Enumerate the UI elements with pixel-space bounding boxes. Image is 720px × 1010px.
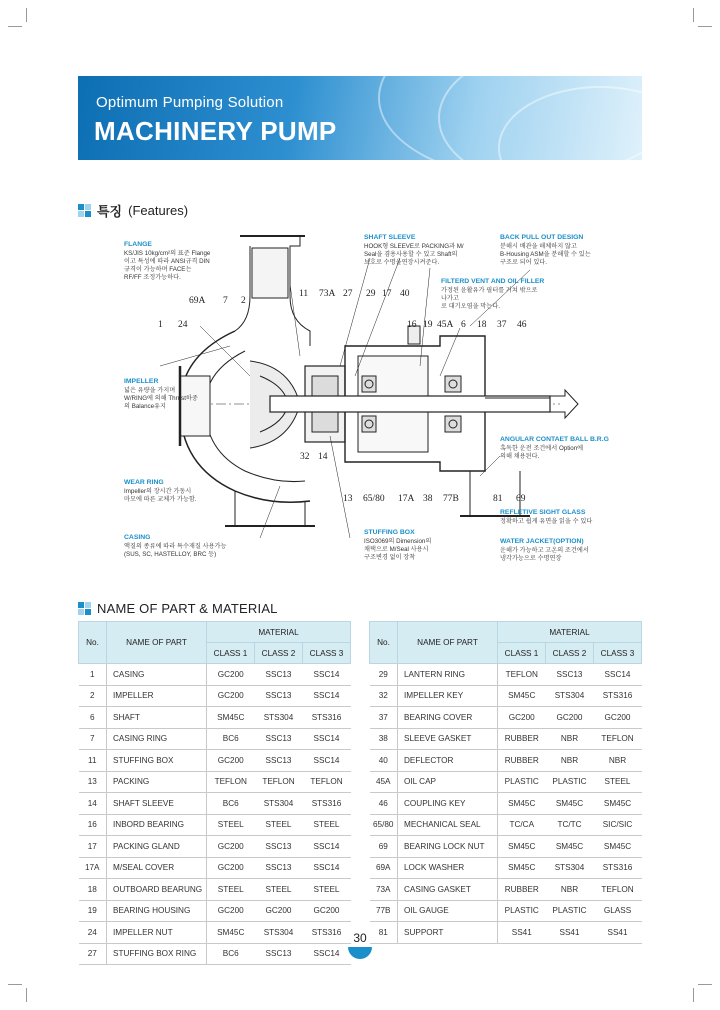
crop-mark (698, 984, 712, 985)
part-name: SHAFT (107, 707, 207, 729)
callout-body: 운해가 가능하고 고온의 조건에서 냉각가능으로 수명연장 (500, 547, 589, 562)
material-class-3: SSC14 (303, 943, 351, 965)
part-name: OUTBOARD BEARUNG (107, 879, 207, 901)
part-name: CASING RING (107, 728, 207, 750)
header-name: NAME OF PART (107, 622, 207, 664)
section-bullet-icon (78, 602, 91, 615)
part-number: 11 (79, 750, 107, 772)
callout-body: 가정된 윤활유가 필터를 거쳐 밖으로 나가고 로 대기오염을 막는다. (441, 287, 538, 310)
header-class-2: CLASS 2 (255, 643, 303, 664)
material-class-2: SSC13 (255, 664, 303, 686)
material-class-2: SS41 (546, 922, 594, 944)
table-row (370, 707, 642, 729)
material-class-1: PLASTIC (498, 771, 546, 793)
callout-water-jacket (500, 538, 618, 563)
header-class-1: CLASS 1 (498, 643, 546, 664)
part-number: 77B (370, 900, 398, 922)
callout-title: STUFFING BOX (364, 529, 415, 536)
material-class-2: STEEL (255, 814, 303, 836)
parts-left-body (79, 664, 351, 965)
material-class-3: SSC14 (303, 857, 351, 879)
material-class-3: STEEL (303, 814, 351, 836)
part-label: 81 (493, 494, 503, 504)
part-label: 11 (299, 289, 309, 299)
material-class-1: GC200 (498, 707, 546, 729)
crop-mark (8, 26, 22, 27)
part-name: CASING GASKET (398, 879, 498, 901)
material-class-2: STEEL (255, 879, 303, 901)
part-label: 16 (407, 320, 417, 330)
material-class-2: SM45C (546, 836, 594, 858)
table-row (79, 793, 351, 815)
table-row (79, 836, 351, 858)
part-number: 81 (370, 922, 398, 944)
part-label: 7 (223, 296, 228, 306)
callout-title: WEAR RING (124, 479, 164, 486)
part-number: 69 (370, 836, 398, 858)
material-class-1: SM45C (498, 793, 546, 815)
part-name: COUPLING KEY (398, 793, 498, 815)
part-name: IMPELLER KEY (398, 685, 498, 707)
material-class-1: SM45C (498, 685, 546, 707)
material-class-3: STS316 (594, 857, 642, 879)
callout-back-pull-out (500, 234, 606, 267)
part-name: IMPELLER NUT (107, 922, 207, 944)
material-class-2: STS304 (255, 707, 303, 729)
callout-casing (124, 534, 264, 559)
material-class-1: SM45C (498, 836, 546, 858)
header-name: NAME OF PART (398, 622, 498, 664)
part-label: 27 (343, 289, 353, 299)
table-row (370, 814, 642, 836)
callout-title: ANGULAR CONTAET BALL B.R.G (500, 436, 609, 443)
material-class-3: SM45C (594, 793, 642, 815)
material-class-1: GC200 (207, 664, 255, 686)
callout-body: ISO3069의 Dimension의 채택으로 M/Seal 사용시 구조변경 없이 장착 (364, 538, 432, 561)
material-class-1: GC200 (207, 685, 255, 707)
material-class-3: NBR (594, 750, 642, 772)
banner-title: MACHINERY PUMP (94, 116, 337, 146)
callout-body: 넓은 유량을 가지며 W/RING에 의해 Thrust하중 의 Balance유지 (124, 387, 198, 410)
part-number: 13 (79, 771, 107, 793)
material-class-2: NBR (546, 879, 594, 901)
material-class-3: STS316 (303, 793, 351, 815)
material-class-3: SM45C (594, 836, 642, 858)
part-label: 73A (319, 289, 336, 299)
material-class-2: NBR (546, 728, 594, 750)
part-number: 7 (79, 728, 107, 750)
part-label: 69A (189, 296, 206, 306)
material-class-1: RUBBER (498, 728, 546, 750)
table-row (79, 664, 351, 686)
parts-table-left (78, 621, 351, 965)
table-row (370, 922, 642, 944)
material-class-1: GC200 (207, 900, 255, 922)
material-class-3: SSC14 (303, 728, 351, 750)
callout-flange (124, 241, 234, 282)
part-name: SUPPORT (398, 922, 498, 944)
part-name: OIL CAP (398, 771, 498, 793)
part-number: 16 (79, 814, 107, 836)
part-number: 2 (79, 685, 107, 707)
part-label: 77B (443, 494, 459, 504)
part-number: 24 (79, 922, 107, 944)
material-class-2: TEFLON (255, 771, 303, 793)
features-heading-ko: 특징 (97, 204, 123, 219)
part-number: 46 (370, 793, 398, 815)
part-number: 17A (79, 857, 107, 879)
callout-angular-ball-bearing (500, 436, 610, 461)
part-name: DEFLECTOR (398, 750, 498, 772)
callout-title: FLANGE (124, 241, 152, 248)
material-class-3: TEFLON (594, 728, 642, 750)
callout-wear-ring (124, 479, 234, 504)
header-material: MATERIAL (498, 622, 642, 643)
part-name: IMPELLER (107, 685, 207, 707)
table-row (79, 943, 351, 965)
table-row (79, 685, 351, 707)
material-class-2: STS304 (255, 793, 303, 815)
part-name: BEARING COVER (398, 707, 498, 729)
material-class-3: SSC14 (594, 664, 642, 686)
part-label: 6 (461, 320, 466, 330)
part-number: 73A (370, 879, 398, 901)
material-class-2: STS304 (255, 922, 303, 944)
part-label: 37 (497, 320, 507, 330)
part-name: MECHANICAL SEAL (398, 814, 498, 836)
callout-title: CASING (124, 534, 151, 541)
callout-body: 혹독한 운전 조건에서 Option에 의해 채용된다. (500, 445, 584, 460)
part-name: STUFFING BOX (107, 750, 207, 772)
table-row (79, 750, 351, 772)
table-row (370, 900, 642, 922)
material-class-1: SM45C (207, 922, 255, 944)
callout-shaft-sleeve (364, 234, 492, 267)
header-class-3: CLASS 3 (303, 643, 351, 664)
part-name: PACKING (107, 771, 207, 793)
part-number: 19 (79, 900, 107, 922)
part-label: 40 (400, 289, 410, 299)
features-heading-en: (Features) (128, 203, 189, 218)
page-number: 30 (353, 931, 367, 945)
material-class-3: TEFLON (303, 771, 351, 793)
part-number: 38 (370, 728, 398, 750)
part-name: PACKING GLAND (107, 836, 207, 858)
part-name: OIL GAUGE (398, 900, 498, 922)
part-label: 24 (178, 320, 188, 330)
crop-mark (26, 988, 27, 1002)
material-class-2: SSC13 (546, 664, 594, 686)
part-number: 18 (79, 879, 107, 901)
material-class-1: GC200 (207, 857, 255, 879)
header-material: MATERIAL (207, 622, 351, 643)
material-class-3: STEEL (594, 771, 642, 793)
callout-title: BACK PULL OUT DESIGN (500, 234, 584, 241)
table-row (370, 771, 642, 793)
material-class-3: SSC14 (303, 664, 351, 686)
material-class-2: STS304 (546, 857, 594, 879)
callout-impeller (124, 378, 234, 411)
callout-title: FILTERD VENT AND OIL FILLER (441, 278, 545, 285)
part-number: 32 (370, 685, 398, 707)
part-number: 40 (370, 750, 398, 772)
part-name: BEARING HOUSING (107, 900, 207, 922)
part-name: INBORD BEARING (107, 814, 207, 836)
part-number: 27 (79, 943, 107, 965)
material-class-1: STEEL (207, 814, 255, 836)
header-class-2: CLASS 2 (546, 643, 594, 664)
parts-heading-text: NAME OF PART & MATERIAL (97, 601, 278, 616)
material-class-1: TEFLON (207, 771, 255, 793)
callout-body: 액질의 종류에 따라 특수재질 사용가능 (SUS, SC, HASTELLOY, BRC 등) (124, 543, 227, 558)
part-number: 17 (79, 836, 107, 858)
callout-body: HOOK형 SLEEVE로 PACKING과 M/ Seal을 겸용사용할 수 있고 Shaft의 보호로 수명을연장시켜준다. (364, 243, 464, 266)
material-class-3: GC200 (303, 900, 351, 922)
material-class-1: SM45C (207, 707, 255, 729)
material-class-2: TC/TC (546, 814, 594, 836)
table-row (79, 922, 351, 944)
material-class-1: GC200 (207, 750, 255, 772)
part-name: CASING (107, 664, 207, 686)
table-row (370, 750, 642, 772)
material-class-3: SSC14 (303, 750, 351, 772)
part-label: 17A (398, 494, 415, 504)
material-class-3: STS316 (303, 922, 351, 944)
material-class-2: SSC13 (255, 836, 303, 858)
table-row (79, 814, 351, 836)
part-label: 69 (516, 494, 526, 504)
part-number: 14 (79, 793, 107, 815)
material-class-2: STS304 (546, 685, 594, 707)
material-class-1: BC6 (207, 728, 255, 750)
callout-title: WATER JACKET(OPTION) (500, 538, 584, 545)
header-no: No. (79, 622, 107, 664)
material-class-3: STEEL (303, 879, 351, 901)
material-class-2: GC200 (546, 707, 594, 729)
part-number: 45A (370, 771, 398, 793)
material-class-3: TEFLON (594, 879, 642, 901)
page-tab-marker (348, 947, 372, 959)
material-class-2: SSC13 (255, 728, 303, 750)
part-label: 65/80 (363, 494, 385, 504)
material-class-1: RUBBER (498, 750, 546, 772)
table-row (79, 728, 351, 750)
table-row (370, 836, 642, 858)
material-class-3: GLASS (594, 900, 642, 922)
part-label: 14 (318, 452, 328, 462)
table-row (370, 879, 642, 901)
material-class-1: GC200 (207, 836, 255, 858)
features-heading (78, 201, 188, 220)
table-row (370, 685, 642, 707)
part-name: SHAFT SLEEVE (107, 793, 207, 815)
material-class-2: SM45C (546, 793, 594, 815)
material-class-2: PLASTIC (546, 900, 594, 922)
material-class-1: RUBBER (498, 879, 546, 901)
part-label: 29 (366, 289, 376, 299)
material-class-2: SSC13 (255, 750, 303, 772)
part-name: BEARING LOCK NUT (398, 836, 498, 858)
part-number: 65/80 (370, 814, 398, 836)
part-name: LANTERN RING (398, 664, 498, 686)
callout-body: 분해시 배관을 해체하지 않고 B-Housing ASM을 분해할 수 있는 구조로 되어 있다. (500, 243, 591, 266)
table-row (79, 707, 351, 729)
material-class-1: BC6 (207, 793, 255, 815)
material-class-1: SS41 (498, 922, 546, 944)
part-name: STUFFING BOX RING (107, 943, 207, 965)
crop-mark (698, 26, 712, 27)
material-class-1: STEEL (207, 879, 255, 901)
callout-title: REFLETIVE SIGHT GLASS (500, 509, 586, 516)
part-number: 69A (370, 857, 398, 879)
material-class-2: PLASTIC (546, 771, 594, 793)
crop-mark (26, 8, 27, 22)
banner (78, 76, 642, 160)
material-class-3: SSC14 (303, 685, 351, 707)
material-class-3: STS316 (303, 707, 351, 729)
header-class-1: CLASS 1 (207, 643, 255, 664)
header-no: No. (370, 622, 398, 664)
material-class-2: SSC13 (255, 857, 303, 879)
parts-table-right (369, 621, 642, 944)
material-class-1: PLASTIC (498, 900, 546, 922)
table-row (79, 857, 351, 879)
part-number: 6 (79, 707, 107, 729)
part-label: 2 (241, 296, 246, 306)
part-name: LOCK WASHER (398, 857, 498, 879)
part-label: 46 (517, 320, 527, 330)
parts-heading (78, 601, 278, 616)
parts-right-body (370, 664, 642, 944)
material-class-3: GC200 (594, 707, 642, 729)
table-row (79, 900, 351, 922)
callout-title: SHAFT SLEEVE (364, 234, 416, 241)
part-number: 29 (370, 664, 398, 686)
part-label: 38 (423, 494, 433, 504)
part-label: 17 (382, 289, 392, 299)
part-name: M/SEAL COVER (107, 857, 207, 879)
material-class-3: SS41 (594, 922, 642, 944)
crop-mark (693, 8, 694, 22)
part-number: 1 (79, 664, 107, 686)
material-class-2: SSC13 (255, 943, 303, 965)
material-class-2: GC200 (255, 900, 303, 922)
table-row (370, 857, 642, 879)
table-row (370, 664, 642, 686)
callout-body: KS/JIS 10kg/cm²의 표준 Flange 이고 특성에 따라 ANSI규격 DIN 규격이 가능하며 FACE는 RF/FF 조정가능하다. (124, 250, 211, 281)
material-class-2: NBR (546, 750, 594, 772)
part-label: 32 (300, 452, 310, 462)
part-label: 19 (423, 320, 433, 330)
callout-body: 정확하고 쉽게 유면을 읽을 수 있다 (500, 518, 593, 525)
callout-title: IMPELLER (124, 378, 159, 385)
part-name: SLEEVE GASKET (398, 728, 498, 750)
crop-mark (8, 984, 22, 985)
material-class-2: SSC13 (255, 685, 303, 707)
header-class-3: CLASS 3 (594, 643, 642, 664)
crop-mark (693, 988, 694, 1002)
table-row (370, 728, 642, 750)
part-label: 18 (477, 320, 487, 330)
banner-subtitle: Optimum Pumping Solution (96, 94, 284, 111)
part-label: 45A (437, 320, 454, 330)
callout-stuffing-box (364, 529, 474, 562)
section-bullet-icon (78, 204, 91, 217)
table-row (79, 771, 351, 793)
material-class-3: SSC14 (303, 836, 351, 858)
material-class-1: TEFLON (498, 664, 546, 686)
part-label: 13 (343, 494, 353, 504)
material-class-3: STS316 (594, 685, 642, 707)
part-label: 1 (158, 320, 163, 330)
callout-sight-glass (500, 509, 610, 526)
callout-vent-oil-filler (441, 278, 571, 311)
material-class-1: SM45C (498, 857, 546, 879)
material-class-1: BC6 (207, 943, 255, 965)
table-row (370, 793, 642, 815)
callout-body: Impeller의 장시간 가동시 마모에 따른 교체가 가능함. (124, 488, 197, 503)
part-number: 37 (370, 707, 398, 729)
material-class-3: SIC/SIC (594, 814, 642, 836)
material-class-1: TC/CA (498, 814, 546, 836)
table-row (79, 879, 351, 901)
